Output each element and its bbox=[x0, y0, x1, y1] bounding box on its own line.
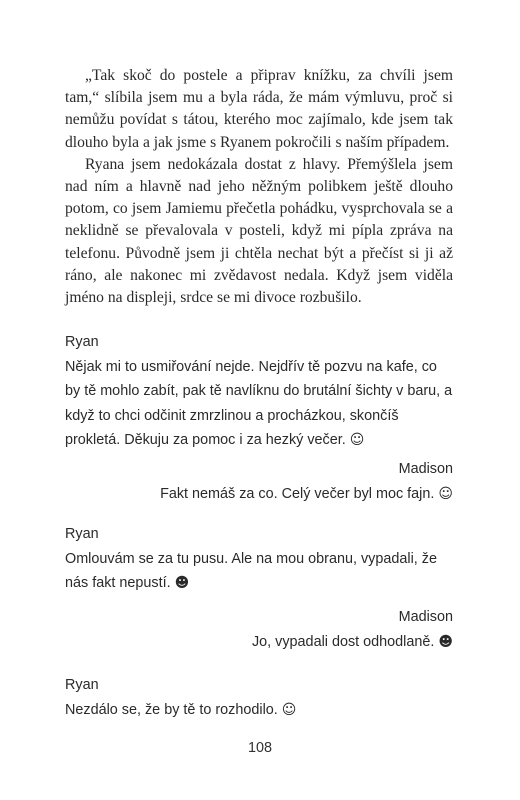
narrative-text bbox=[65, 65, 453, 309]
page-number: 108 bbox=[247, 740, 272, 756]
message-text: Jo, vypadali dost odhodlaně. ☻ bbox=[251, 633, 453, 650]
message-madison bbox=[65, 457, 453, 506]
smiley-icon: ☺ bbox=[349, 432, 365, 448]
message-text: Nějak mi to usmiřování nejde. Nejdřív tě pozvu na kafe, co by tě mohlo zabít, pak tě navlíknu do brutální šichty v baru, a když to chci odčinit zmrzlinou a procházkou, skončíš prokletá. Děkuju za pomoc i za hezký večer. ☺ bbox=[65, 358, 453, 448]
smiley-icon: ☺ bbox=[281, 701, 297, 718]
smiley-icon: ☻ bbox=[438, 633, 453, 650]
message-sender: Ryan bbox=[65, 677, 99, 693]
message-sender: Madison bbox=[398, 609, 453, 625]
message-text: Fakt nemáš za co. Celý večer byl moc fajn. ☺ bbox=[160, 485, 453, 502]
message-sender: Madison bbox=[398, 461, 453, 477]
message-text: Omlouvám se za tu pusu. Ale na mou obranu, vypadali, že nás fakt nepustí. ☻ bbox=[65, 550, 437, 591]
paragraph: Ryana jsem nedokázala dostat z hlavy. Přemýšlela jsem nad ním a hlavně nad jeho něžným polibkem ještě dlouho potom, co jsem Jamiemu přečetla pohádku, vysprchovala se a neklidně se převalovala v posteli, když mi pípla zpráva na telefonu. Původně jsem ji chtěla nechat být a přečíst si ji až ráno, ale nakonec mi zvědavost nedala. Když jsem viděla jméno na displeji, srdce se mi divoce rozbušilo. bbox=[65, 155, 453, 307]
smiley-icon: ☺ bbox=[438, 485, 453, 502]
message-text: Nezdálo se, že by tě to rozhodilo. ☺ bbox=[65, 701, 297, 718]
message-ryan bbox=[65, 330, 453, 453]
message-ryan bbox=[65, 522, 453, 596]
message-sender: Ryan bbox=[65, 526, 99, 542]
message-madison bbox=[65, 605, 453, 654]
smiley-icon: ☻ bbox=[174, 575, 190, 591]
paragraph: „Tak skoč do postele a připrav knížku, za chvíli jsem tam,“ slíbila jsem mu a byla ráda, že mám výmluvu, proč si nemůžu povídat s tátou, kterého moc zajímalo, kde jsem tak dlouho byla a jak jsme s Ryanem pokročili s naším případem. bbox=[65, 67, 453, 151]
message-ryan bbox=[65, 673, 453, 722]
message-sender: Ryan bbox=[65, 334, 99, 350]
